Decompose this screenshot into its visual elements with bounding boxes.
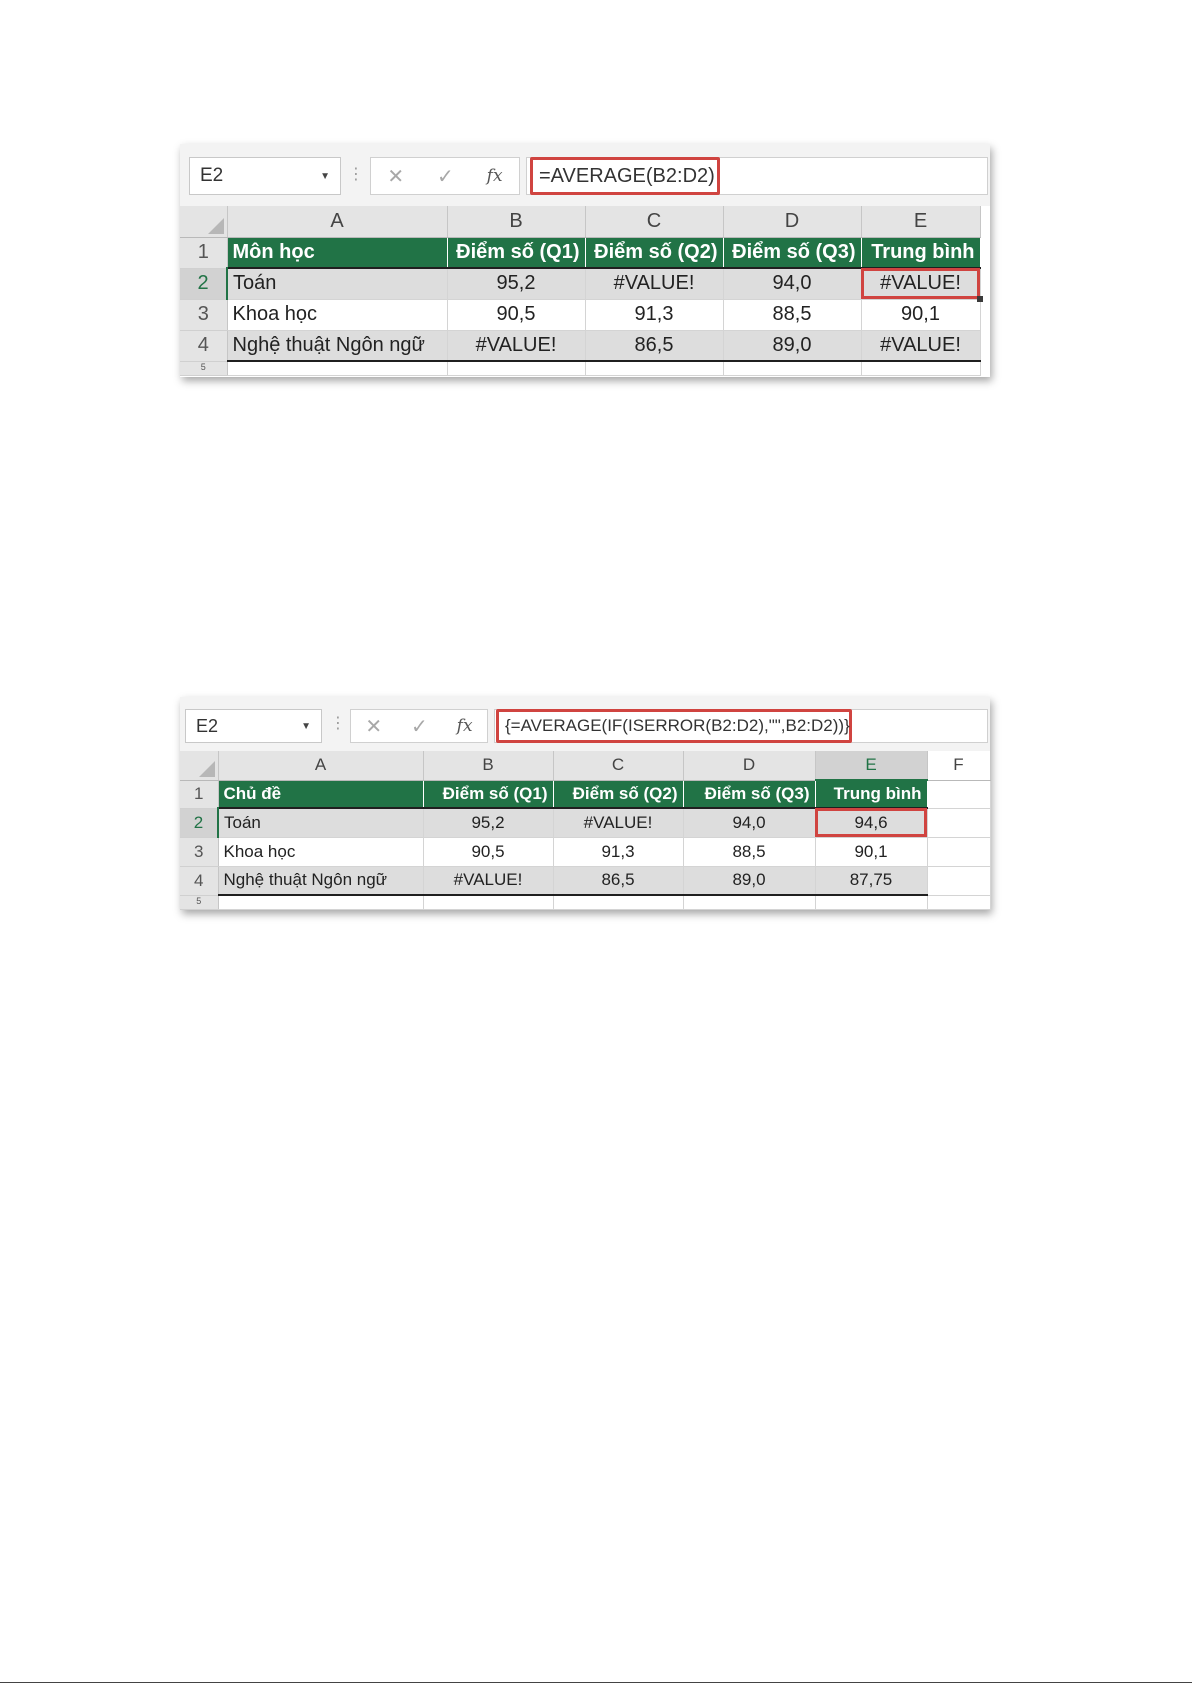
row-header-1[interactable]: 1 bbox=[180, 780, 218, 808]
formula-buttons bbox=[350, 709, 488, 743]
header-cell[interactable]: Điểm số (Q3) bbox=[723, 237, 861, 268]
excel-screenshot-1 bbox=[180, 144, 990, 377]
selected-cell-value: 94,6 bbox=[854, 812, 888, 832]
selected-cell-e2[interactable] bbox=[815, 808, 927, 837]
row-header-4[interactable]: 4 bbox=[180, 866, 218, 895]
table-cell[interactable]: 95,2 bbox=[447, 268, 585, 299]
table-cell[interactable]: 87,75 bbox=[815, 866, 927, 895]
table-cell[interactable]: Nghệ thuật Ngôn ngữ bbox=[227, 330, 447, 361]
grip-dots-icon: ⋮ bbox=[330, 715, 346, 732]
table-cell[interactable] bbox=[927, 895, 990, 909]
close-icon[interactable]: ✕ bbox=[387, 165, 405, 188]
column-header-f[interactable]: F bbox=[927, 751, 990, 780]
table-cell[interactable]: Khoa học bbox=[218, 837, 423, 866]
table-cell[interactable] bbox=[553, 895, 683, 909]
table-cell[interactable]: 88,5 bbox=[683, 837, 815, 866]
table-cell[interactable]: 89,0 bbox=[723, 330, 861, 361]
table-cell[interactable]: #VALUE! bbox=[553, 808, 683, 837]
chevron-down-icon[interactable]: ▼ bbox=[320, 170, 330, 182]
table-cell[interactable]: 90,1 bbox=[861, 299, 980, 330]
excel-screenshot-2 bbox=[180, 697, 990, 910]
table-cell[interactable]: #VALUE! bbox=[861, 330, 980, 361]
table-cell[interactable]: 86,5 bbox=[553, 866, 683, 895]
fill-handle[interactable] bbox=[977, 296, 983, 302]
table-cell[interactable] bbox=[423, 895, 553, 909]
column-header-e[interactable]: E bbox=[815, 751, 927, 780]
header-cell[interactable]: Chủ đề bbox=[218, 780, 423, 808]
table-cell[interactable]: 90,5 bbox=[447, 299, 585, 330]
chevron-down-icon[interactable]: ▼ bbox=[301, 720, 311, 732]
table-cell[interactable]: 91,3 bbox=[585, 299, 723, 330]
name-box-value: E2 bbox=[200, 165, 224, 186]
table-cell[interactable] bbox=[927, 866, 990, 895]
row-header-4[interactable]: 4 bbox=[180, 330, 227, 361]
table-cell[interactable] bbox=[927, 780, 990, 808]
table-cell[interactable] bbox=[861, 361, 980, 375]
column-header-c[interactable]: C bbox=[585, 206, 723, 237]
table-cell[interactable]: 94,0 bbox=[723, 268, 861, 299]
selected-cell-e2[interactable] bbox=[861, 268, 980, 299]
column-header-d[interactable]: D bbox=[723, 206, 861, 237]
row-header-2[interactable]: 2 bbox=[180, 808, 218, 837]
table-cell[interactable] bbox=[683, 895, 815, 909]
header-cell[interactable]: Điểm số (Q3) bbox=[683, 780, 815, 808]
column-header-b[interactable]: B bbox=[423, 751, 553, 780]
row-header-5[interactable] bbox=[180, 895, 218, 909]
name-box[interactable] bbox=[185, 709, 322, 743]
table-cell[interactable]: #VALUE! bbox=[585, 268, 723, 299]
row-header-3[interactable]: 3 bbox=[180, 837, 218, 866]
formula-buttons bbox=[370, 157, 520, 195]
column-header-c[interactable]: C bbox=[553, 751, 683, 780]
table-cell[interactable] bbox=[585, 361, 723, 375]
table-cell[interactable]: 91,3 bbox=[553, 837, 683, 866]
table-cell[interactable] bbox=[815, 895, 927, 909]
header-cell[interactable]: Điểm số (Q2) bbox=[585, 237, 723, 268]
row-header-3[interactable]: 3 bbox=[180, 299, 227, 330]
header-cell[interactable]: Trung bình bbox=[861, 237, 980, 268]
table-cell[interactable]: Toán bbox=[227, 268, 447, 299]
column-header-d[interactable]: D bbox=[683, 751, 815, 780]
table-cell[interactable]: Nghệ thuật Ngôn ngữ bbox=[218, 866, 423, 895]
grip-dots-icon: ⋮ bbox=[348, 166, 364, 183]
check-icon[interactable]: ✓ bbox=[437, 165, 454, 188]
formula-text: {=AVERAGE(IF(ISERROR(B2:D2),"",B2:D2))} bbox=[505, 716, 850, 735]
header-cell[interactable]: Môn học bbox=[227, 237, 447, 268]
row-header-5-label: 5 bbox=[200, 361, 206, 372]
table-cell[interactable]: 90,1 bbox=[815, 837, 927, 866]
formula-highlight bbox=[496, 709, 852, 743]
header-cell[interactable]: Trung bình bbox=[815, 780, 927, 808]
table-cell[interactable]: 88,5 bbox=[723, 299, 861, 330]
fx-icon[interactable]: fx bbox=[456, 716, 473, 736]
select-all-corner[interactable] bbox=[180, 206, 227, 237]
formula-highlight bbox=[530, 157, 720, 195]
close-icon[interactable]: ✕ bbox=[365, 715, 383, 738]
sheet-grid bbox=[180, 206, 981, 376]
column-header-a[interactable]: A bbox=[218, 751, 423, 780]
table-cell[interactable]: Khoa học bbox=[227, 299, 447, 330]
table-cell[interactable] bbox=[723, 361, 861, 375]
fx-icon[interactable]: fx bbox=[486, 166, 503, 186]
column-header-e[interactable]: E bbox=[861, 206, 980, 237]
table-cell[interactable]: 94,0 bbox=[683, 808, 815, 837]
name-box-value: E2 bbox=[196, 715, 219, 736]
table-cell[interactable] bbox=[927, 808, 990, 837]
table-cell[interactable] bbox=[227, 361, 447, 375]
table-cell[interactable] bbox=[927, 837, 990, 866]
row-header-5-label: 5 bbox=[196, 895, 202, 906]
header-cell[interactable]: Điểm số (Q1) bbox=[447, 237, 585, 268]
selected-cell-value: #VALUE! bbox=[880, 272, 961, 295]
formula-text: =AVERAGE(B2:D2) bbox=[539, 164, 715, 187]
formula-bar bbox=[180, 144, 990, 206]
row-header-1[interactable]: 1 bbox=[180, 237, 227, 268]
table-cell[interactable]: 95,2 bbox=[423, 808, 553, 837]
table-cell[interactable]: #VALUE! bbox=[423, 866, 553, 895]
header-cell[interactable]: Điểm số (Q1) bbox=[423, 780, 553, 808]
formula-bar bbox=[180, 697, 990, 751]
table-cell[interactable] bbox=[447, 361, 585, 375]
select-all-corner[interactable] bbox=[180, 751, 218, 780]
table-cell[interactable]: 89,0 bbox=[683, 866, 815, 895]
name-box[interactable] bbox=[189, 157, 341, 195]
check-icon[interactable]: ✓ bbox=[411, 715, 428, 738]
table-cell[interactable]: Toán bbox=[218, 808, 423, 837]
row-header-5[interactable] bbox=[180, 361, 227, 375]
table-cell[interactable]: 90,5 bbox=[423, 837, 553, 866]
table-cell[interactable]: 86,5 bbox=[585, 330, 723, 361]
table-cell[interactable]: #VALUE! bbox=[447, 330, 585, 361]
header-cell[interactable]: Điểm số (Q2) bbox=[553, 780, 683, 808]
sheet-grid bbox=[180, 751, 991, 910]
page-bottom-rule bbox=[0, 1682, 1192, 1683]
row-header-2[interactable]: 2 bbox=[180, 268, 227, 299]
table-cell[interactable] bbox=[218, 895, 423, 909]
column-header-b[interactable]: B bbox=[447, 206, 585, 237]
column-header-a[interactable]: A bbox=[227, 206, 447, 237]
